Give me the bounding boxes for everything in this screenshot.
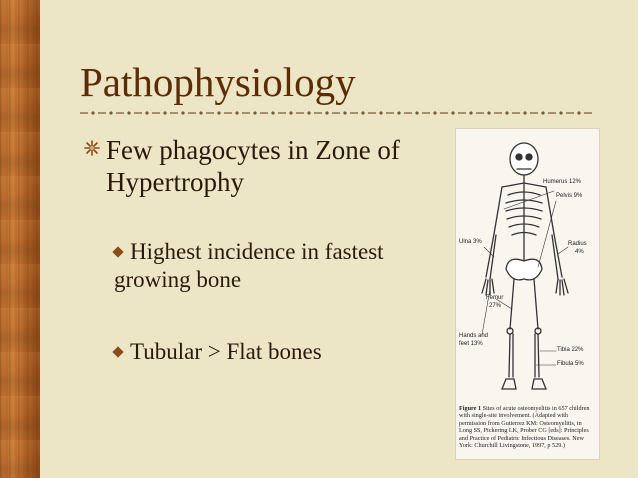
label-femur: Femur: [486, 295, 504, 301]
sub-bullet-text: Highest incidence in fastest growing bone: [114, 239, 384, 292]
label-fibula: Fibula 5%: [557, 361, 584, 367]
starburst-bullet-icon: [84, 140, 100, 156]
label-hands: Hands and: [459, 333, 489, 339]
diamond-bullet-icon: [112, 346, 123, 357]
diamond-bullet-icon: [112, 246, 123, 257]
dashed-divider: [80, 108, 596, 118]
bullet-text: Few phagocytes in Zone of Hypertrophy: [106, 135, 400, 197]
label-radius-pct: 4%: [575, 249, 584, 255]
slide-title: Pathophysiology: [80, 59, 356, 105]
label-tibia: Tibia 22%: [557, 347, 584, 353]
caption-text: Sites of acute osteomyelitis in 657 children with single-site involvement. (Adapted with permission from Gutierrez KM: Osteomyelitis, in Long SS, Pickering LK, Prober CG [eds]: Principles and Practice of Pediatric Infectious Diseases. New York: Churchill Livingstone, 1997, p 529.): [459, 405, 590, 450]
label-femur-pct: 27%: [489, 303, 502, 309]
label-radius: Radius: [568, 241, 587, 247]
label-ulna: Ulna 3%: [459, 239, 482, 245]
label-humerus: Humerus 12%: [543, 179, 582, 185]
skeleton-illustration: [456, 129, 599, 399]
label-pelvis: Pelvis 9%: [556, 193, 583, 199]
sub-bullet-2: [114, 338, 434, 366]
figure-caption: [459, 405, 596, 449]
skeleton-figure: [455, 128, 600, 460]
caption-label: Figure 1: [459, 405, 482, 412]
sub-bullet-1: [114, 238, 434, 294]
wood-sidebar: [0, 0, 40, 478]
sub-bullet-text: Tubular > Flat bones: [130, 339, 322, 364]
label-hands-pct: feet 13%: [459, 341, 483, 347]
